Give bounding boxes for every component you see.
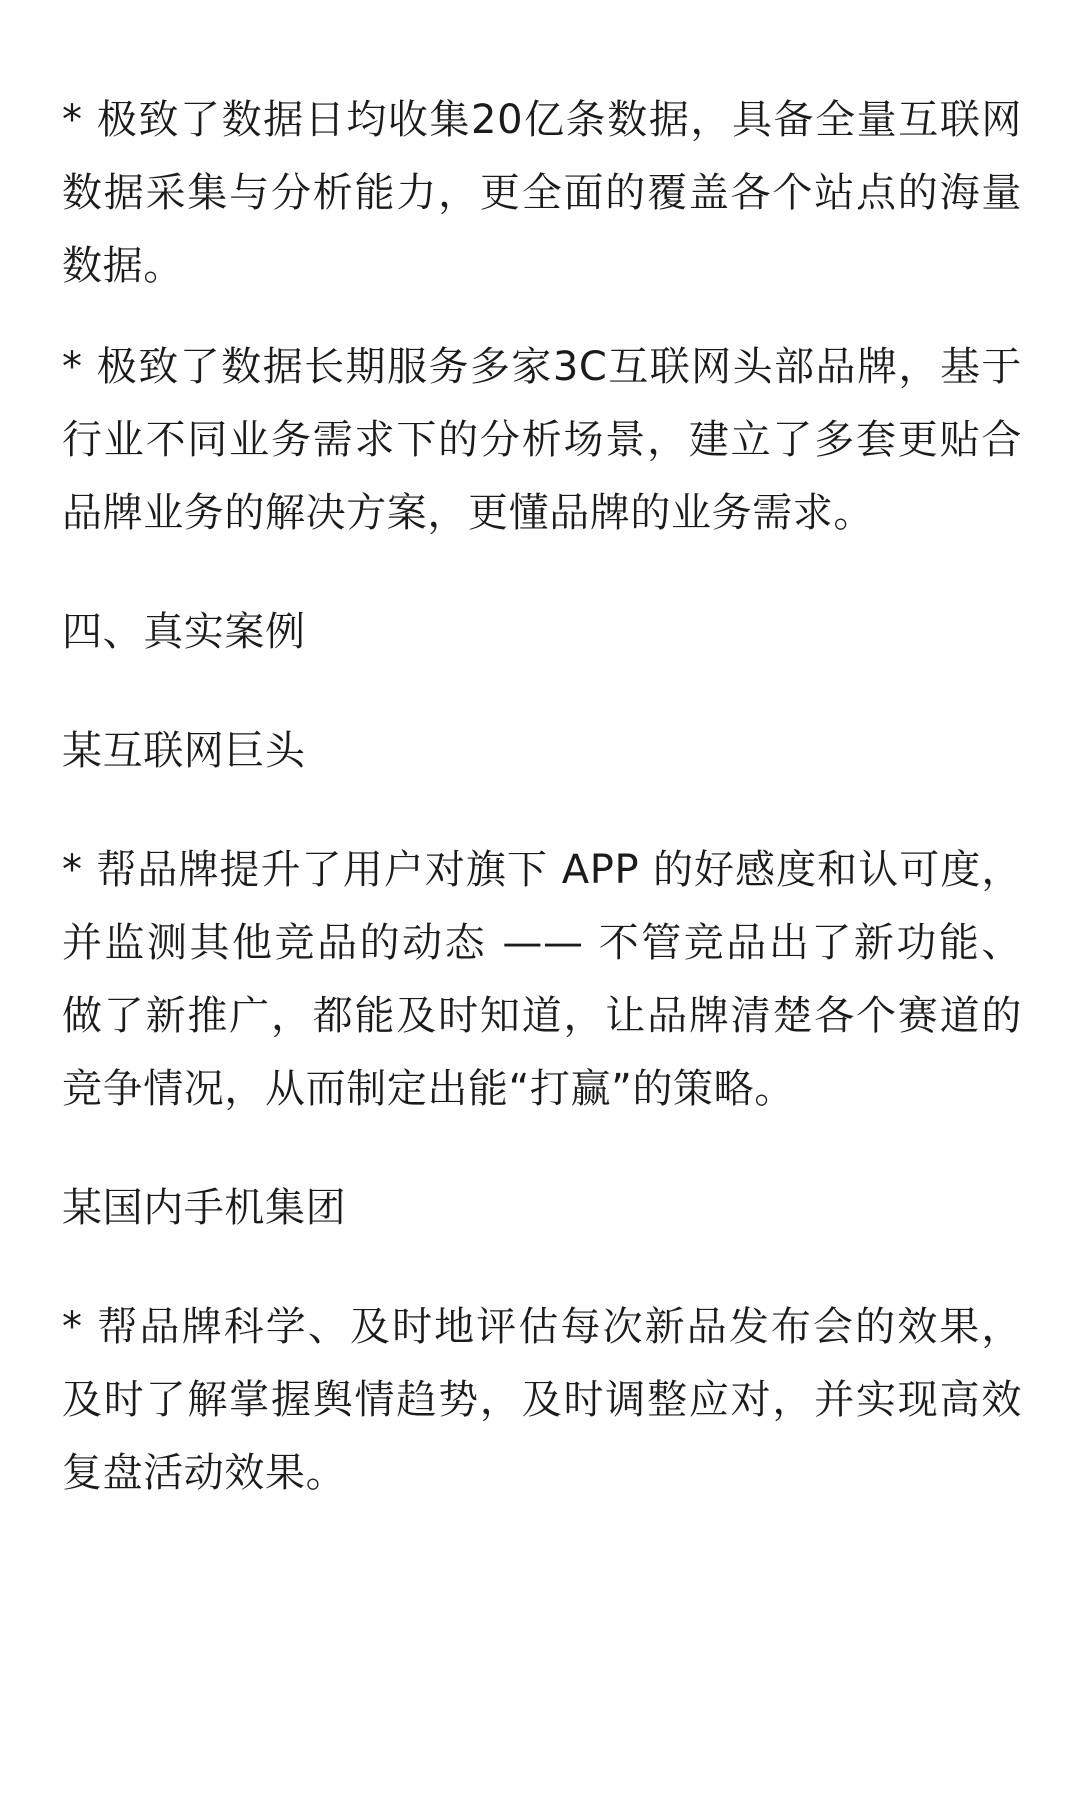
case1-title: 某互联网巨头 <box>62 728 306 774</box>
paragraph-data-collection: * 极致了数据日均收集20亿条数据，具备全量互联网数据采集与分析能力，更全面的覆盖各个站点的海量数据。 <box>62 97 1022 289</box>
section-title: 四、真实案例 <box>62 609 306 655</box>
case2-title: 某国内手机集团 <box>62 1185 347 1231</box>
case2-text: * 帮品牌科学、及时地评估每次新品发布会的效果，及时了解掌握舆情趋势，及时调整应对，并实现高效复盘活动效果。 <box>62 1304 1022 1496</box>
paragraph-brand-service: * 极致了数据长期服务多家3C互联网头部品牌，基于行业不同业务需求下的分析场景，建立了多套更贴合品牌业务的解决方案，更懂品牌的业务需求。 <box>62 344 1022 536</box>
case1-text: * 帮品牌提升了用户对旗下 APP 的好感度和认可度，并监测其他竞品的动态 —— 不管竞品出了新功能、做了新推广，都能及时知道，让品牌清楚各个赛道的竞争情况，从而制定出能“打赢”的策略。 <box>62 847 1022 1112</box>
